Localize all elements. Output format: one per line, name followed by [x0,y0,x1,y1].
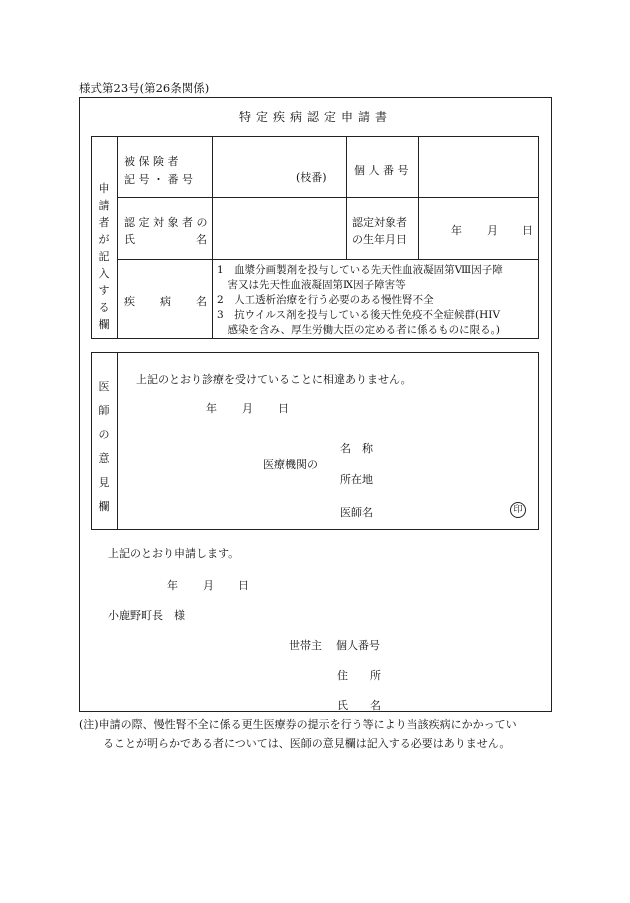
disease-option-3b: 感染を含み、厚生労働大臣の定める者に係るものに限る。) [217,324,500,336]
doctor-date-year: 年 [206,402,217,415]
disease-label-a: 疾 [124,295,135,308]
doctor-statement: 上記のとおり診療を受けていることに相違ありません。 [136,373,412,386]
addressee: 小鹿野町長 様 [108,609,185,622]
personal-number-label: 個 人 番 号 [354,164,409,177]
applicant-section-label: 申請者が記入する欄 [98,182,110,331]
disease-option-1a[interactable]: 1 血漿分画製剤を投与している先天性血液凝固第Ⅷ因子障 [217,264,503,276]
disease-option-1b: 害又は先天性血液凝固第Ⅸ因子障害等 [217,279,406,291]
subject-name-label-line1: 認 定 対 象 者 の [124,216,208,229]
application-statement: 上記のとおり申請します。 [108,547,240,560]
application-date-month: 月 [203,579,214,592]
branch-number-label: (枝番) [296,171,327,184]
personal-number-field[interactable] [421,140,536,194]
disease-label-b: 病 [160,295,171,308]
seal-mark: 印 [510,502,526,518]
insured-label-line1: 被 保 険 者 [124,155,179,168]
doctor-date-month: 月 [242,402,253,415]
birthdate-day-label: 日 [522,224,533,237]
householder-personal-number-label: 個人番号 [336,639,380,652]
note-line-2: ることが明らかである者については、医師の意見欄は記入する必要はありません。 [103,737,511,750]
birthdate-year-label: 年 [451,224,462,237]
application-date-year: 年 [167,579,178,592]
doctor-date-day: 日 [278,402,289,415]
application-date-day: 日 [238,579,249,592]
birthdate-month-label: 月 [487,224,498,237]
disease-option-2[interactable]: 2 人工透析治療を行う必要のある慢性腎不全 [217,294,434,306]
doctor-name-label: 医師名 [340,506,373,519]
householder-label: 世帯主 [289,639,322,652]
institution-label: 医療機関の [263,458,318,471]
institution-address-label: 所在地 [340,473,373,486]
birthdate-label-line2: の生年月日 [352,233,407,246]
form-number: 様式第23号(第26条関係) [79,81,210,95]
insured-number-field[interactable] [214,140,344,194]
subject-name-field[interactable] [214,201,344,256]
form-title: 特定疾病認定申請書 [239,110,393,124]
householder-address-label: 住 所 [337,669,381,682]
disease-label-c: 名 [196,295,207,308]
insured-label-line2: 記 号 ・ 番 号 [124,173,193,186]
disease-option-3a[interactable]: 3 抗ウイルス剤を投与している後天性免疫不全症候群(HIV [217,309,501,321]
institution-name-label: 名 称 [340,442,373,455]
birthdate-label-line1: 認定対象者 [352,216,407,229]
note-line-1: (注)申請の際、慢性腎不全に係る更生医療券の提示を行う等により当該疾病にかかってい [79,718,517,731]
householder-name-label: 氏 名 [337,699,381,712]
subject-name-label-line2a: 氏 [124,233,135,246]
subject-name-label-line2b: 名 [196,233,207,246]
doctor-section-label: 医師の意見欄 [98,380,110,513]
